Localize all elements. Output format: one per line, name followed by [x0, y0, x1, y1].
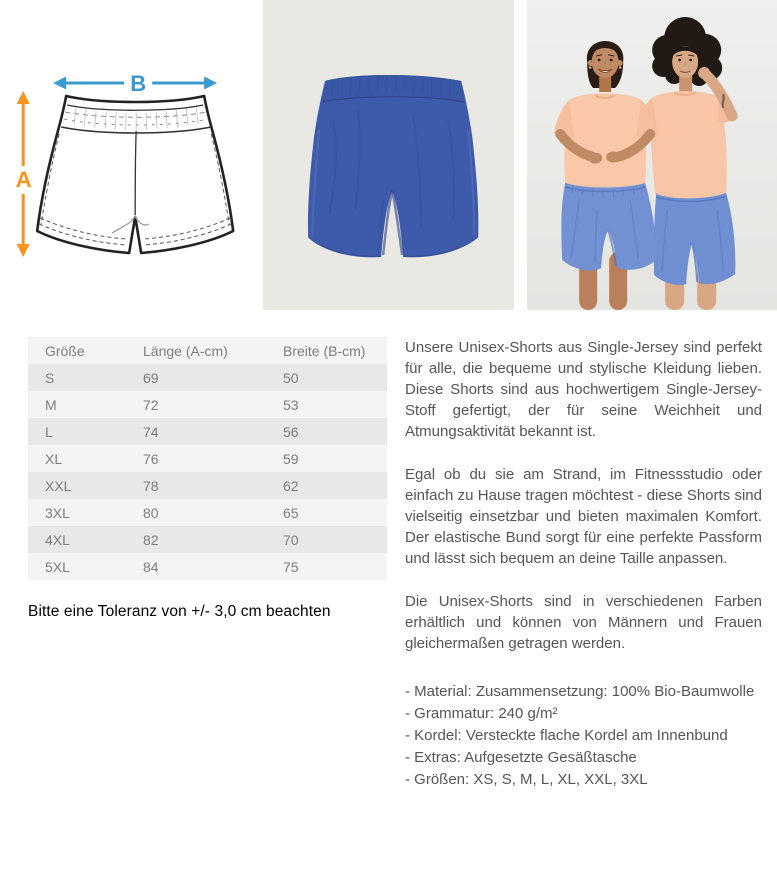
- size-table: [28, 337, 387, 580]
- col-header-size: Größe: [45, 342, 85, 359]
- cell-length: 80: [143, 504, 159, 521]
- measurement-diagram-image: [0, 0, 250, 310]
- spec-list: [405, 681, 762, 791]
- cell-size: M: [45, 396, 57, 413]
- description-paragraph-1: Unsere Unisex-Shorts aus Single-Jersey sind perfekt für alle, die bequeme und stylische Kleidung lieben. Diese Shorts sind aus hochwertigem Single-Jersey-Stoff gefertigt, der für seine Weichheit und Atmungsaktivität bekannt ist.: [405, 339, 762, 440]
- cell-width: 65: [283, 504, 299, 521]
- product-details-section: [28, 337, 762, 791]
- woman-hand: [588, 153, 602, 164]
- shorts-line-drawing: [0, 0, 250, 310]
- models-illustration: [527, 0, 777, 310]
- cell-length: 78: [143, 477, 159, 494]
- cell-size: 5XL: [45, 558, 70, 575]
- woman-tshirt: [564, 93, 646, 187]
- size-chart-column: [28, 337, 387, 621]
- cell-size: L: [45, 423, 53, 440]
- man-tshirt: [650, 91, 726, 198]
- tolerance-note: Bitte eine Toleranz von +/- 3,0 cm beachten: [28, 603, 331, 620]
- cell-width: 62: [283, 477, 299, 494]
- cell-width: 50: [283, 369, 299, 386]
- spec-item-grammatur: - Grammatur: 240 g/m²: [405, 705, 558, 722]
- cell-size: 3XL: [45, 504, 70, 521]
- size-row: [28, 499, 387, 526]
- product-photo-image: [263, 0, 513, 310]
- woman-neck: [599, 76, 611, 92]
- spec-item-kordel: - Kordel: Versteckte flache Kordel am Innenbund: [405, 727, 728, 744]
- length-label: A: [15, 167, 32, 192]
- spec-item-groessen: - Größen: XS, S, M, L, XL, XXL, 3XL: [405, 771, 648, 788]
- description-paragraph-2: Egal ob du sie am Strand, im Fitnessstudio oder einfach zu Hause tragen möchtest - diese Shorts sind vielseitig einsetzbar und bieten maximalen Komfort. Der elastische Bund sorgt für eine perfekte Passform und lässt sich bequem an deine Taille anpassen.: [405, 466, 762, 567]
- spec-item-extras: - Extras: Aufgesetzte Gesäßtasche: [405, 749, 637, 766]
- models-photo-image: [527, 0, 777, 310]
- blue-shorts-illustration: [263, 0, 513, 310]
- length-arrow: [16, 91, 32, 257]
- description-column: [405, 337, 762, 791]
- cell-width: 56: [283, 423, 299, 440]
- cell-size: 4XL: [45, 531, 70, 548]
- cell-length: 82: [143, 531, 159, 548]
- cell-width: 59: [283, 450, 299, 467]
- cell-width: 70: [283, 531, 299, 548]
- cell-length: 76: [143, 450, 159, 467]
- man-tattoo: [722, 94, 723, 108]
- size-table-header-row: [28, 337, 387, 364]
- man-hand: [698, 67, 710, 79]
- spec-item-material: - Material: Zusammensetzung: 100% Bio-Baumwolle: [405, 683, 755, 700]
- product-image-gallery: [0, 0, 777, 310]
- woman-earring: [589, 66, 592, 69]
- width-arrow: [53, 71, 217, 96]
- width-label: B: [130, 71, 147, 96]
- cell-size: XXL: [45, 477, 72, 494]
- cell-width: 53: [283, 396, 299, 413]
- cell-size: S: [45, 369, 55, 386]
- size-row: [28, 553, 387, 580]
- cell-length: 69: [143, 369, 159, 386]
- size-row: [28, 391, 387, 418]
- size-row: [28, 364, 387, 391]
- woman-earring: [619, 66, 622, 69]
- size-row: [28, 472, 387, 499]
- size-row: [28, 526, 387, 553]
- size-row: [28, 418, 387, 445]
- cell-width: 75: [283, 558, 299, 575]
- cell-length: 84: [143, 558, 159, 575]
- size-row: [28, 445, 387, 472]
- cell-size: XL: [45, 450, 63, 467]
- cell-length: 74: [143, 423, 159, 440]
- cell-length: 72: [143, 396, 159, 413]
- description-paragraph-3: Die Unisex-Shorts sind in verschiedenen Farben erhältlich und können von Männern und Frauen gleichermaßen getragen werden.: [405, 593, 762, 652]
- col-header-length: Länge (A-cm): [143, 342, 228, 359]
- woman-hand: [606, 152, 620, 163]
- col-header-width: Breite (B-cm): [283, 342, 366, 359]
